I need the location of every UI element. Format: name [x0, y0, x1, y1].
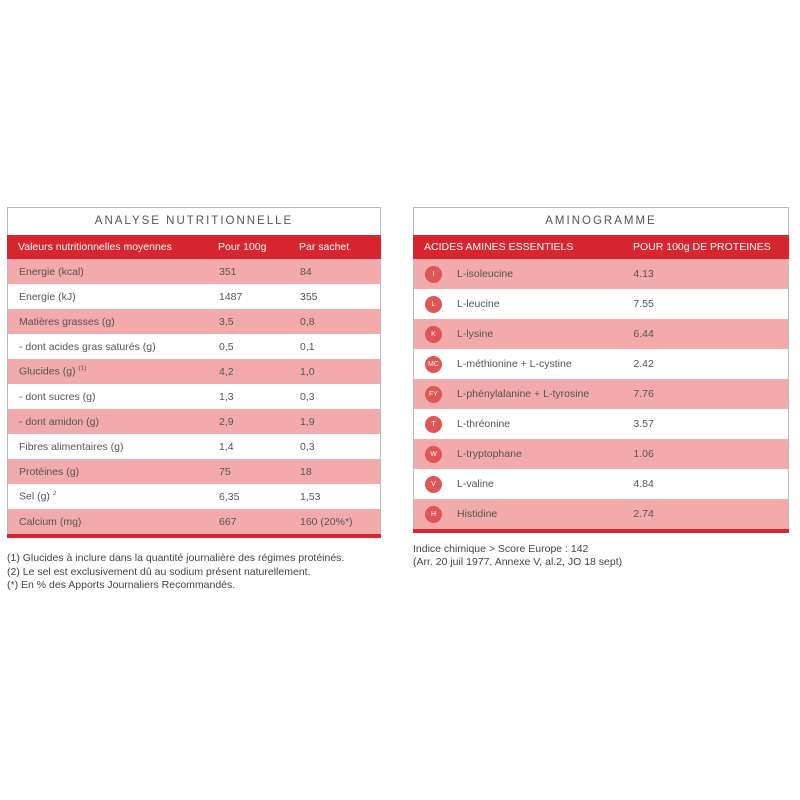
nutrition-bottom-bar	[7, 534, 381, 538]
value-sachet: 1,53	[300, 490, 321, 503]
nutrient-label	[8, 516, 219, 528]
aminogram-notes	[413, 543, 789, 569]
value-sachet: 1,9	[300, 415, 315, 428]
table-row	[8, 409, 380, 434]
nutrient-label	[8, 441, 219, 453]
value-per100: 3,5	[219, 315, 234, 328]
amino-label	[414, 386, 633, 403]
aminogram-header-row	[413, 235, 789, 259]
table-row	[8, 459, 380, 484]
value-sachet: 160 (20%*)	[300, 515, 353, 528]
value-per100: 2,9	[219, 415, 234, 428]
footnote-1: (1) Glucides à inclure dans la quantité journalière des régimes protéinés.	[7, 552, 345, 564]
nutrient-label	[8, 341, 219, 353]
nutrient-name: Matières grasses (g)	[19, 315, 115, 328]
header-col-per100-prot: POUR 100g DE PROTEINES	[633, 241, 771, 253]
amino-value: 2.74	[633, 508, 654, 520]
table-row	[8, 359, 380, 384]
nutrition-table	[7, 207, 381, 538]
value-per100: 0,5	[219, 340, 234, 353]
nutrition-footnotes	[7, 552, 381, 593]
value-per100: 4,2	[219, 365, 234, 378]
amino-name: L-valine	[457, 478, 494, 490]
table-row	[8, 259, 380, 284]
table-row	[414, 439, 788, 469]
amino-value: 7.76	[633, 388, 654, 400]
table-row	[414, 499, 788, 529]
table-row	[8, 434, 380, 459]
amino-badge-icon: W	[425, 446, 442, 463]
nutrient-label	[8, 266, 219, 278]
header-col-values: Valeurs nutritionnelles moyennes	[18, 241, 172, 253]
amino-value: 7.55	[633, 298, 654, 310]
nutrition-header-row	[7, 235, 381, 259]
footnote-3: (*) En % des Apports Journaliers Recommandés.	[7, 579, 236, 591]
nutrient-name: - dont acides gras saturés (g)	[19, 340, 156, 353]
nutrient-name: Energie (kJ)	[19, 290, 76, 303]
amino-label	[414, 326, 633, 343]
amino-label	[414, 266, 633, 283]
amino-name: L-lysine	[457, 328, 494, 340]
amino-value: 1.06	[633, 448, 654, 460]
nutrient-name: Protéines (g)	[19, 465, 80, 478]
amino-label	[414, 356, 633, 373]
table-row	[8, 509, 380, 534]
nutrient-name: Calcium (mg)	[19, 515, 82, 528]
table-row	[414, 469, 788, 499]
table-row	[8, 309, 380, 334]
amino-name: Histidine	[457, 508, 498, 520]
aminogram-rows	[414, 259, 788, 529]
chemical-index-note: Indice chimique > Score Europe : 142	[413, 543, 589, 555]
amino-label	[414, 446, 633, 463]
nutrient-name: Sel (g)	[19, 490, 50, 503]
nutrient-name: Glucides (g)	[19, 365, 76, 378]
nutrient-label	[8, 316, 219, 328]
amino-name: L-méthionine + L-cystine	[457, 358, 572, 370]
nutrient-label	[8, 291, 219, 303]
amino-value: 4.84	[633, 478, 654, 490]
footnote-ref: (1)	[78, 365, 87, 373]
table-row	[8, 484, 380, 509]
value-per100: 75	[219, 465, 231, 478]
amino-label	[414, 296, 633, 313]
nutrient-name: - dont amidon (g)	[19, 415, 99, 428]
amino-badge-icon: V	[425, 476, 442, 493]
amino-name: L-leucine	[457, 298, 500, 310]
nutrient-label	[8, 365, 219, 378]
value-sachet: 1,0	[300, 365, 315, 378]
amino-name: L-phénylalanine + L-tyrosine	[457, 388, 590, 400]
table-row	[414, 349, 788, 379]
aminogram-table	[413, 207, 789, 533]
value-per100: 6,35	[219, 490, 240, 503]
aminogram-title: AMINOGRAMME	[545, 215, 657, 227]
amino-badge-icon: K	[425, 326, 442, 343]
amino-badge-icon: I	[425, 266, 442, 283]
amino-label	[414, 506, 633, 523]
amino-badge-icon: H	[425, 506, 442, 523]
value-sachet: 0,3	[300, 390, 315, 403]
nutrient-name: Fibres alimentaires (g)	[19, 440, 124, 453]
amino-badge-icon: L	[425, 296, 442, 313]
value-per100: 667	[219, 515, 237, 528]
footnote-ref: 2	[52, 490, 57, 498]
table-row	[414, 259, 788, 289]
table-row	[8, 334, 380, 359]
value-sachet: 0,3	[300, 440, 315, 453]
footnote-2: (2) Le sel est exclusivement dû au sodium présent naturellement.	[7, 565, 311, 578]
value-sachet: 18	[300, 465, 312, 478]
amino-value: 2.42	[633, 358, 654, 370]
amino-name: L-tryptophane	[457, 448, 522, 460]
header-col-per100: Pour 100g	[218, 241, 267, 253]
table-row	[414, 289, 788, 319]
value-sachet: 0,8	[300, 315, 315, 328]
nutrition-title: ANALYSE NUTRITIONNELLE	[94, 215, 294, 227]
table-row	[414, 409, 788, 439]
nutrient-name: Energie (kcal)	[19, 265, 84, 278]
header-col-amino: ACIDES AMINES ESSENTIELS	[424, 241, 574, 253]
nutrient-name: - dont sucres (g)	[19, 390, 96, 403]
value-sachet: 0,1	[300, 340, 315, 353]
amino-name: L-isoleucine	[457, 268, 514, 280]
nutrition-panel	[7, 207, 381, 593]
nutrition-rows	[8, 259, 380, 534]
nutrient-label	[8, 490, 219, 503]
aminogram-bottom-bar	[413, 529, 789, 533]
table-row	[414, 319, 788, 349]
aminogram-panel	[413, 207, 789, 569]
value-per100: 351	[219, 265, 237, 278]
amino-label	[414, 476, 633, 493]
table-row	[414, 379, 788, 409]
amino-label	[414, 416, 633, 433]
amino-badge-icon: T	[425, 416, 442, 433]
regulation-note: (Arr. 20 juil 1977, Annexe V, al.2, JO 18 sept)	[413, 556, 623, 568]
value-sachet: 355	[300, 290, 318, 303]
value-sachet: 84	[300, 265, 312, 278]
nutrient-label	[8, 416, 219, 428]
amino-badge-icon: FY	[425, 386, 442, 403]
amino-badge-icon: MC	[425, 356, 442, 373]
table-row	[8, 384, 380, 409]
nutrient-label	[8, 466, 219, 478]
nutrient-label	[8, 391, 219, 403]
amino-value: 4.13	[633, 268, 654, 280]
value-per100: 1487	[219, 290, 243, 303]
header-col-sachet: Par sachet	[299, 241, 350, 253]
value-per100: 1,3	[219, 390, 234, 403]
value-per100: 1,4	[219, 440, 234, 453]
table-row	[8, 284, 380, 309]
amino-name: L-thréonine	[457, 418, 511, 430]
amino-value: 3.57	[633, 418, 654, 430]
amino-value: 6.44	[633, 328, 654, 340]
